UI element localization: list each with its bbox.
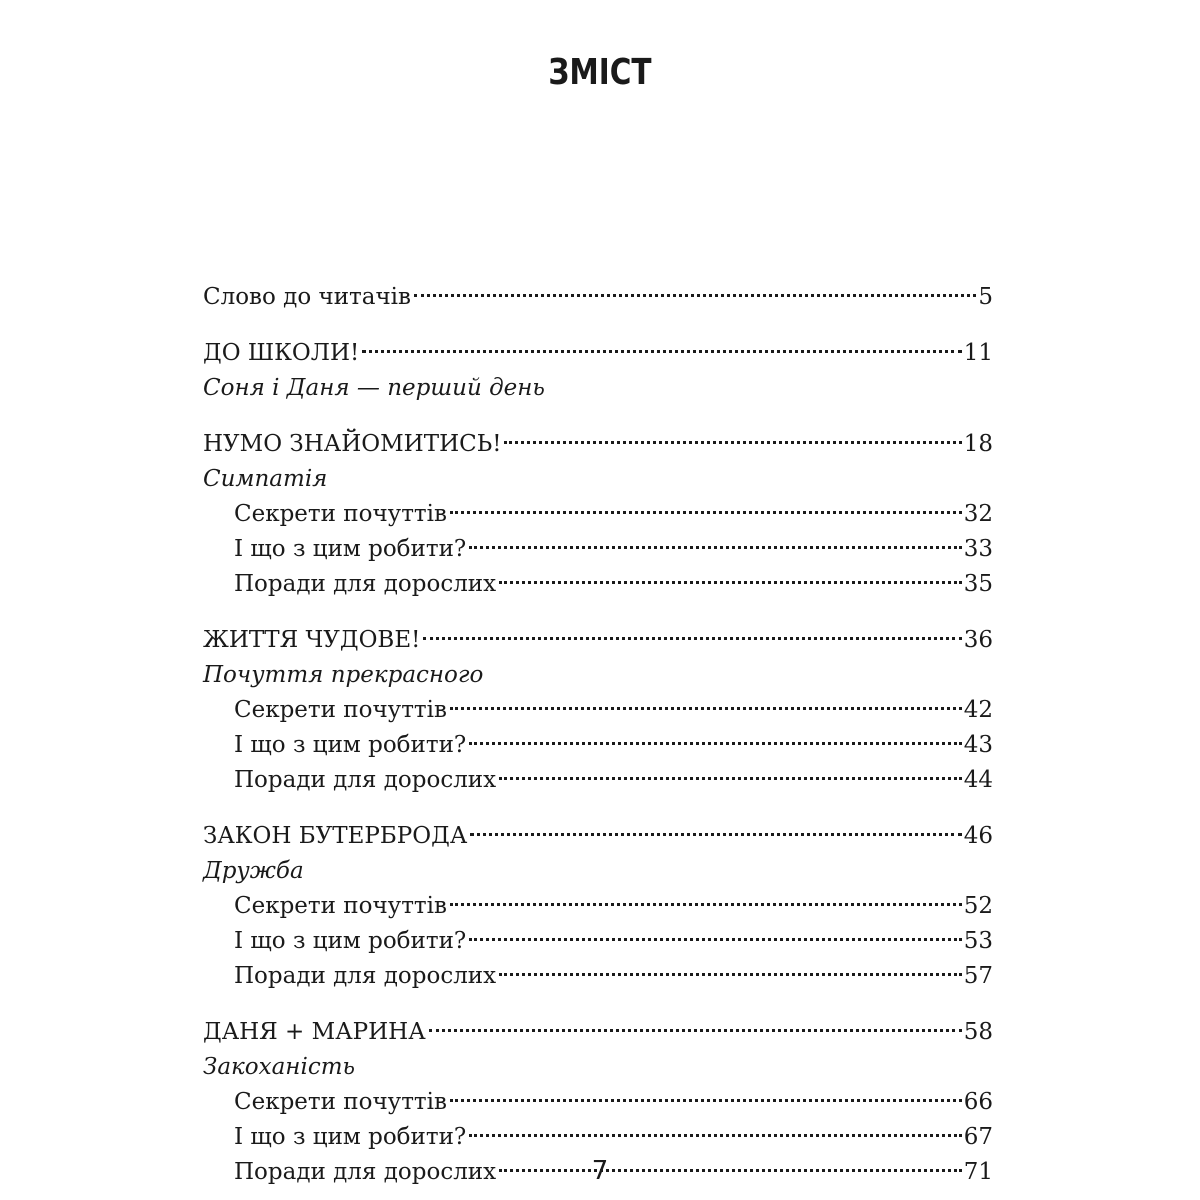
toc-entry-label: Дружба (203, 858, 304, 884)
table-of-contents (203, 280, 993, 1190)
toc-entry-label: Закоханість (203, 1054, 356, 1080)
toc-entry-label: Секрети почуттів (234, 697, 447, 723)
toc-entry-label: І що з цим робити? (234, 1124, 467, 1150)
toc-subentry[interactable] (203, 728, 993, 763)
toc-subentry[interactable] (203, 693, 993, 728)
toc-leader-dots (469, 742, 961, 745)
toc-leader-dots (469, 546, 961, 549)
toc-subentry[interactable] (203, 532, 993, 567)
toc-entry-page: 32 (963, 501, 993, 527)
toc-entry-label: Симпатія (203, 466, 328, 492)
toc-entry-page: 58 (963, 1019, 993, 1045)
toc-entry-page: 44 (963, 767, 993, 793)
toc-entry-label: Поради для дорослих (234, 571, 497, 597)
toc-entry-label: ЖИТТЯ ЧУДОВЕ! (203, 627, 421, 653)
toc-entry-page: 71 (963, 1159, 993, 1185)
toc-leader-dots (414, 294, 976, 297)
toc-chapter-4[interactable] (203, 819, 993, 854)
toc-entry-label: Секрети почуттів (234, 501, 447, 527)
toc-entry-foreword[interactable] (203, 280, 993, 315)
toc-leader-dots (470, 833, 961, 836)
toc-entry-page: 18 (963, 431, 993, 457)
toc-leader-dots (469, 938, 961, 941)
toc-entry-label: Почуття прекрасного (203, 662, 484, 688)
toc-subentry[interactable] (203, 567, 993, 602)
page-number: 7 (591, 1156, 609, 1186)
toc-entry-label: Слово до читачів (203, 284, 411, 310)
toc-entry-page: 11 (963, 340, 993, 366)
toc-leader-dots (423, 637, 961, 640)
toc-entry-page: 57 (963, 963, 993, 989)
toc-chapter-3[interactable] (203, 623, 993, 658)
toc-leader-dots (429, 1029, 962, 1032)
toc-subentry[interactable] (203, 1085, 993, 1120)
toc-entry-page: 67 (963, 1124, 993, 1150)
toc-entry-page: 35 (963, 571, 993, 597)
toc-entry-label: Соня і Даня — перший день (203, 375, 545, 401)
toc-chapter-1[interactable] (203, 336, 993, 371)
toc-leader-dots (499, 777, 962, 780)
toc-entry-page: 5 (978, 284, 993, 310)
toc-entry-page: 36 (963, 627, 993, 653)
toc-entry-label: Секрети почуттів (234, 1089, 447, 1115)
toc-leader-dots (469, 1134, 961, 1137)
toc-subentry[interactable] (203, 497, 993, 532)
toc-entry-label: Поради для дорослих (234, 963, 497, 989)
toc-entry-label: І що з цим робити? (234, 732, 467, 758)
toc-entry-label: ЗАКОН БУТЕРБРОДА (203, 823, 468, 849)
toc-chapter-5-subtitle (203, 1050, 993, 1085)
toc-entry-label: НУМО ЗНАЙОМИТИСЬ! (203, 431, 502, 457)
toc-leader-dots (362, 350, 961, 353)
toc-entry-label: ДО ШКОЛИ! (203, 340, 360, 366)
toc-leader-dots (450, 511, 962, 514)
toc-entry-label: І що з цим робити? (234, 928, 467, 954)
toc-subentry[interactable] (203, 1120, 993, 1155)
toc-leader-dots (450, 1099, 962, 1102)
toc-leader-dots (504, 441, 961, 444)
toc-entry-page: 33 (963, 536, 993, 562)
toc-entry-label: Секрети почуттів (234, 893, 447, 919)
toc-chapter-2[interactable] (203, 427, 993, 462)
toc-subentry[interactable] (203, 924, 993, 959)
toc-entry-label: Поради для дорослих (234, 1159, 497, 1185)
toc-entry-page: 52 (963, 893, 993, 919)
toc-entry-label: І що з цим робити? (234, 536, 467, 562)
toc-subentry[interactable] (203, 889, 993, 924)
toc-chapter-3-subtitle (203, 658, 993, 693)
toc-leader-dots (499, 973, 962, 976)
toc-entry-page: 46 (963, 823, 993, 849)
toc-entry-page: 42 (963, 697, 993, 723)
toc-leader-dots (450, 707, 962, 710)
toc-leader-dots (450, 903, 962, 906)
toc-entry-label: Поради для дорослих (234, 767, 497, 793)
toc-subentry[interactable] (203, 763, 993, 798)
toc-chapter-1-subtitle (203, 371, 993, 406)
toc-chapter-5[interactable] (203, 1015, 993, 1050)
toc-leader-dots (499, 581, 962, 584)
page-title: ЗМІСТ (548, 52, 652, 93)
toc-entry-page: 66 (963, 1089, 993, 1115)
toc-subentry[interactable] (203, 959, 993, 994)
toc-entry-label: ДАНЯ + МАРИНА (203, 1019, 426, 1045)
toc-entry-page: 53 (963, 928, 993, 954)
toc-chapter-4-subtitle (203, 854, 993, 889)
toc-chapter-2-subtitle (203, 462, 993, 497)
toc-entry-page: 43 (963, 732, 993, 758)
